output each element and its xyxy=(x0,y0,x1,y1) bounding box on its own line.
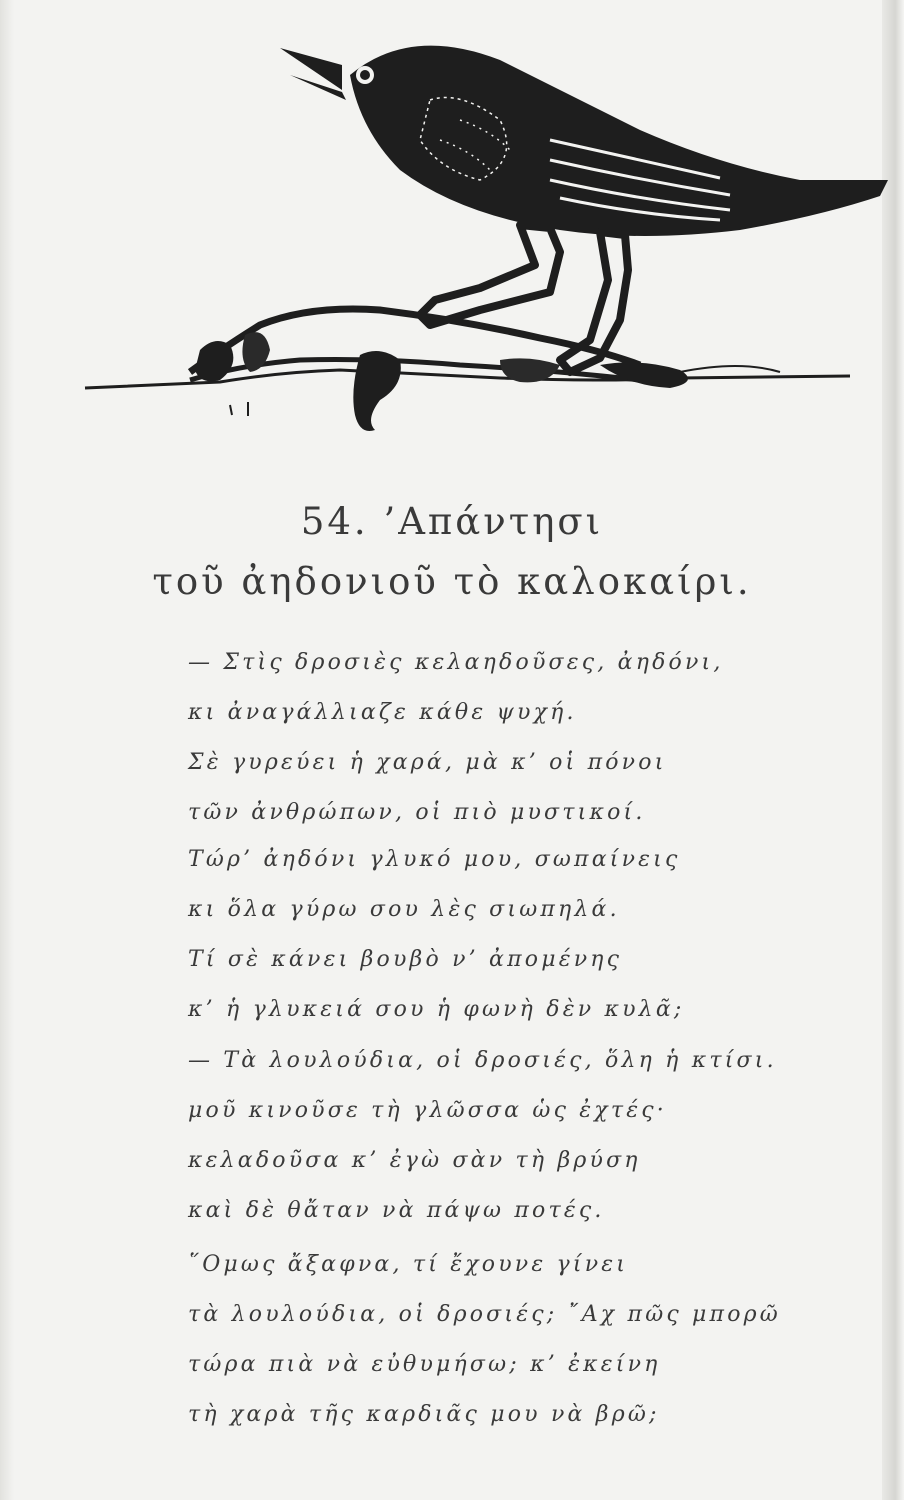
verse-line: κι ἀναγάλλιαζε κάθε ψυχή. xyxy=(188,700,577,725)
poem-title-line-1: 54. ’Απάντησι xyxy=(300,500,604,543)
verse-line: κ’ ἡ γλυκειά σου ἡ φωνὴ δὲν κυλᾶ; xyxy=(188,997,685,1022)
verse-line: κελαδοῦσα κ’ ἐγὼ σὰν τὴ βρύση xyxy=(188,1148,641,1173)
verse-line: κι ὅλα γύρω σου λὲς σιωπηλά. xyxy=(188,897,620,922)
stanza-2 xyxy=(188,835,828,1035)
verse-line: Τί σὲ κάνει βουβὸ ν’ ἀπομένης xyxy=(188,947,623,972)
verse-line: καὶ δὲ θἄταν νὰ πάψω ποτές. xyxy=(188,1198,605,1223)
verse-line: — Τὰ λουλούδια, οἱ δροσιές, ὅλη ἡ κτίσι. xyxy=(188,1048,777,1073)
verse-line: τώρα πιὰ νὰ εὐθυμήσω; κ’ ἐκείνη xyxy=(188,1352,661,1377)
verse-line: Σὲ γυρεύει ἡ χαρά, μὰ κ’ οἱ πόνοι xyxy=(188,750,667,775)
verse-line: Τώρ’ ἀηδόνι γλυκό μου, σωπαίνεις xyxy=(188,847,681,872)
verse-line: ῞Ομως ἄξαφνα, τί ἔχουνε γίνει xyxy=(188,1252,629,1277)
poem-title-line-2: τοῦ ἀηδονιοῦ τὸ καλοκαίρι. xyxy=(152,560,752,603)
bird xyxy=(280,46,888,372)
bird-illustration xyxy=(80,20,900,440)
verse-line: τῶν ἀνθρώπων, οἱ πιὸ μυστικοί. xyxy=(188,800,646,825)
verse-line: τὴ χαρὰ τῆς καρδιᾶς μου νὰ βρῶ; xyxy=(188,1402,660,1427)
stanza-1 xyxy=(188,638,828,838)
stanza-4 xyxy=(188,1240,828,1440)
stanza-3 xyxy=(188,1036,828,1236)
verse-line: τὰ λουλούδια, οἱ δροσιές; ῎Αχ πῶς μπορῶ xyxy=(188,1302,781,1327)
page-gutter-shadow xyxy=(0,0,14,1500)
branch xyxy=(85,309,850,431)
verse-line: — Στὶς δροσιὲς κελαηδοῦσες, ἀηδόνι, xyxy=(188,650,724,675)
verse-line: μοῦ κινοῦσε τὴ γλῶσσα ὡς ἐχτές· xyxy=(188,1098,667,1123)
